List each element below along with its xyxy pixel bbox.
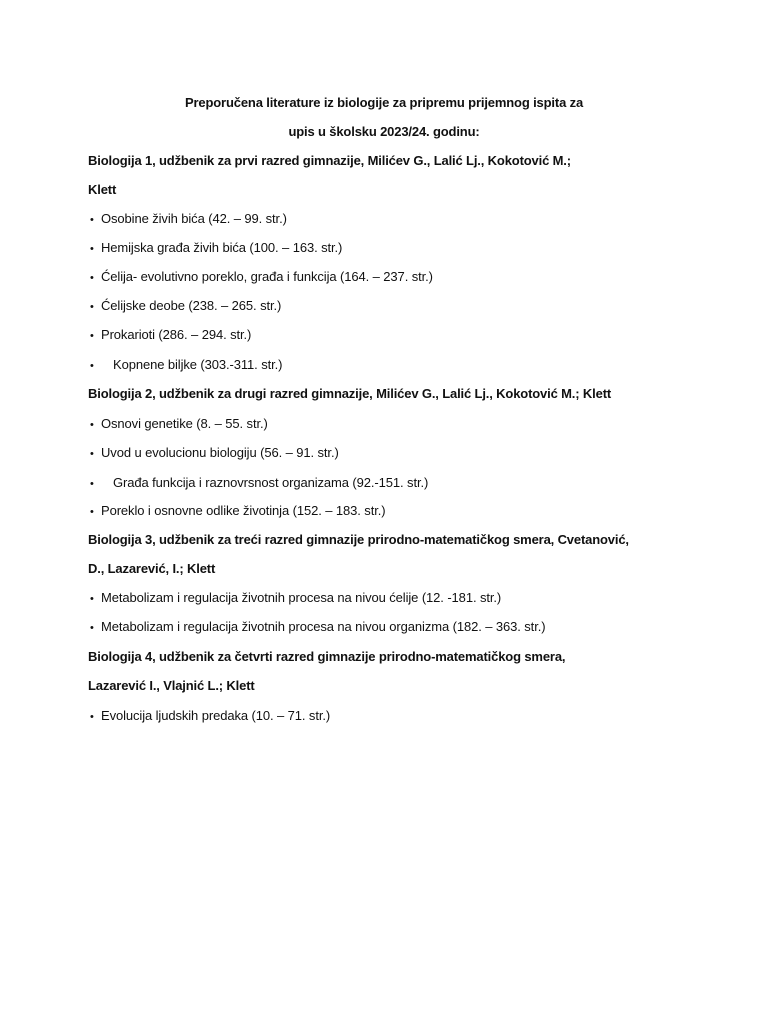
bullet-icon: • (90, 301, 94, 313)
list-item-text: Kopnene biljke (303.-311. str.) (113, 357, 283, 372)
section-3-heading-line-1: Biologija 3, udžbenik za treći razred gimnazije prirodno-matematičkog smera, Cvetanović, (88, 532, 629, 547)
bullet-icon: • (90, 593, 94, 605)
list-item-text: Ćelija- evolutivno poreklo, građa i funkcija (164. – 237. str.) (101, 269, 433, 284)
list-item (90, 357, 282, 374)
bullet-icon: • (90, 419, 94, 431)
list-item-text: Ćelijske deobe (238. – 265. str.) (101, 298, 282, 313)
bullet-icon: • (90, 360, 94, 372)
list-item-text: Poreklo i osnovne odlike životinja (152. – 183. str.) (101, 503, 386, 518)
bullet-icon: • (90, 214, 94, 226)
list-item (90, 240, 342, 257)
list-item (90, 475, 428, 492)
document-title-line-1: Preporučena literature iz biologije za pripremu prijemnog ispita za (184, 95, 584, 110)
list-item (90, 503, 385, 520)
list-item (90, 211, 287, 228)
list-item (90, 619, 545, 636)
bullet-icon: • (90, 272, 94, 284)
bullet-icon: • (90, 243, 94, 255)
list-item-text: Evolucija ljudskih predaka (10. – 71. str.) (101, 708, 331, 723)
section-4-heading-line-2: Lazarević I., Vlajnić L.; Klett (88, 678, 255, 693)
list-item (90, 298, 281, 315)
bullet-icon: • (90, 506, 94, 518)
document-title-line-2: upis u školsku 2023/24. godinu: (288, 124, 480, 139)
bullet-icon: • (90, 711, 94, 723)
bullet-icon: • (90, 622, 94, 634)
list-item-text: Prokarioti (286. – 294. str.) (101, 327, 252, 342)
bullet-icon: • (90, 330, 94, 342)
list-item-text: Osnovi genetike (8. – 55. str.) (101, 416, 268, 431)
list-item-text: Građa funkcija i raznovrsnost organizama (92.-151. str.) (113, 475, 429, 490)
list-item-text: Osobine živih bića (42. – 99. str.) (101, 211, 287, 226)
section-1-heading-line-2: Klett (88, 182, 117, 197)
section-4-heading-line-1: Biologija 4, udžbenik za četvrti razred gimnazije prirodno-matematičkog smera, (88, 649, 566, 664)
bullet-icon: • (90, 478, 94, 490)
section-3-heading-line-2: D., Lazarević, I.; Klett (88, 561, 216, 576)
list-item-text: Hemijska građa živih bića (100. – 163. str.) (101, 240, 343, 255)
list-item-text: Metabolizam i regulacija životnih procesa na nivou organizma (182. – 363. str.) (101, 619, 546, 634)
list-item-text: Uvod u evolucionu biologiju (56. – 91. str.) (101, 445, 339, 460)
list-item (90, 590, 501, 607)
list-item (90, 327, 251, 344)
list-item-text: Metabolizam i regulacija životnih procesa na nivou ćelije (12. -181. str.) (101, 590, 502, 605)
list-item (90, 269, 433, 286)
section-1-heading-line-1: Biologija 1, udžbenik za prvi razred gimnazije, Milićev G., Lalić Lj., Kokotović M.; (88, 153, 571, 168)
list-item (90, 416, 268, 433)
list-item (90, 708, 330, 725)
bullet-icon: • (90, 448, 94, 460)
section-2-heading-line-1: Biologija 2, udžbenik za drugi razred gimnazije, Milićev G., Lalić Lj., Kokotović M.; Klett (88, 386, 612, 401)
list-item (90, 445, 339, 462)
